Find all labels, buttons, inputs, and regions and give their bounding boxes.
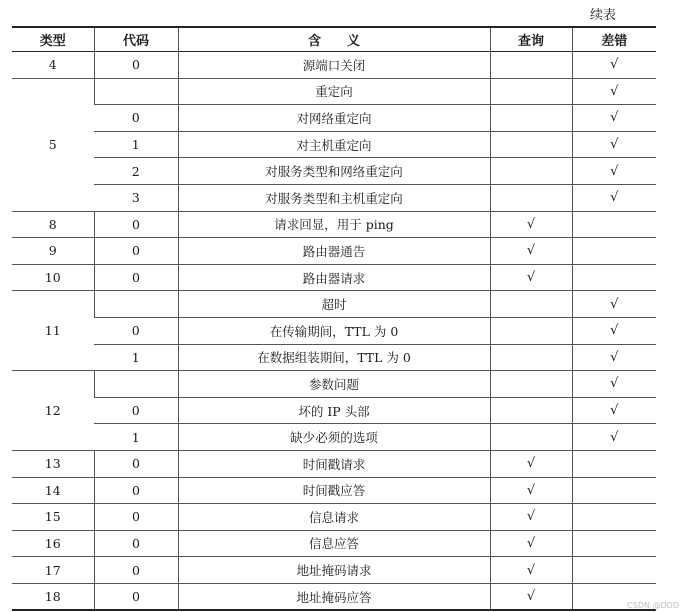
error-check-cell: √ — [572, 184, 656, 211]
code-cell: 0 — [94, 105, 178, 132]
code-cell: 2 — [94, 158, 178, 185]
error-check-cell: √ — [572, 397, 656, 424]
error-check-cell: √ — [572, 371, 656, 398]
code-cell: 0 — [94, 317, 178, 344]
code-cell: 3 — [94, 184, 178, 211]
query-check-cell: √ — [490, 238, 572, 265]
error-check-cell — [572, 264, 656, 291]
type-cell: 13 — [12, 450, 94, 477]
error-check-cell: √ — [572, 291, 656, 318]
code-cell — [94, 371, 178, 398]
type-cell: 12 — [12, 371, 94, 451]
error-check-cell: √ — [572, 344, 656, 371]
error-check-cell — [572, 530, 656, 557]
table-row — [12, 344, 656, 371]
header-error: 差错 — [572, 27, 656, 52]
query-check-cell — [490, 344, 572, 371]
code-cell: 0 — [94, 477, 178, 504]
table-row — [12, 264, 656, 291]
meaning-cell: 重定向 — [178, 78, 490, 105]
header-type: 类型 — [12, 27, 94, 52]
query-check-cell: √ — [490, 477, 572, 504]
header-code: 代码 — [94, 27, 178, 52]
query-check-cell: √ — [490, 530, 572, 557]
icmp-message-table — [12, 26, 656, 611]
watermark: CSDN @DDD — [627, 601, 679, 610]
meaning-cell: 对主机重定向 — [178, 131, 490, 158]
table-row — [12, 131, 656, 158]
table-row — [12, 424, 656, 451]
table-row — [12, 211, 656, 238]
meaning-cell: 坏的 IP 头部 — [178, 397, 490, 424]
query-check-cell — [490, 158, 572, 185]
code-cell: 0 — [94, 504, 178, 531]
meaning-cell: 时间戳应答 — [178, 477, 490, 504]
type-cell: 16 — [12, 530, 94, 557]
header-row — [12, 27, 656, 52]
error-check-cell — [572, 477, 656, 504]
meaning-cell: 超时 — [178, 291, 490, 318]
code-cell: 0 — [94, 52, 178, 79]
code-cell: 0 — [94, 211, 178, 238]
error-check-cell — [572, 504, 656, 531]
type-cell: 17 — [12, 557, 94, 584]
code-cell: 1 — [94, 344, 178, 371]
type-cell: 9 — [12, 238, 94, 265]
meaning-cell: 信息请求 — [178, 504, 490, 531]
table-row — [12, 238, 656, 265]
error-check-cell: √ — [572, 424, 656, 451]
query-check-cell — [490, 291, 572, 318]
table-row — [12, 397, 656, 424]
code-cell: 0 — [94, 397, 178, 424]
meaning-cell: 地址掩码请求 — [178, 557, 490, 584]
table-row — [12, 291, 656, 318]
type-cell: 5 — [12, 78, 94, 211]
type-cell: 14 — [12, 477, 94, 504]
meaning-cell: 时间戳请求 — [178, 450, 490, 477]
code-cell: 0 — [94, 238, 178, 265]
query-check-cell — [490, 397, 572, 424]
type-cell: 11 — [12, 291, 94, 371]
meaning-cell: 对网络重定向 — [178, 105, 490, 132]
code-cell: 0 — [94, 530, 178, 557]
code-cell: 0 — [94, 264, 178, 291]
meaning-cell: 路由器通告 — [178, 238, 490, 265]
type-cell: 10 — [12, 264, 94, 291]
header-query: 查询 — [490, 27, 572, 52]
table-row — [12, 583, 656, 610]
table-row — [12, 317, 656, 344]
query-check-cell: √ — [490, 557, 572, 584]
meaning-cell: 请求回显，用于 ping — [178, 211, 490, 238]
type-cell: 18 — [12, 583, 94, 610]
meaning-cell: 对服务类型和网络重定向 — [178, 158, 490, 185]
error-check-cell: √ — [572, 78, 656, 105]
meaning-cell: 在传输期间，TTL 为 0 — [178, 317, 490, 344]
table-row — [12, 158, 656, 185]
query-check-cell — [490, 317, 572, 344]
table-row — [12, 477, 656, 504]
table-row — [12, 504, 656, 531]
table-row — [12, 557, 656, 584]
error-check-cell — [572, 238, 656, 265]
meaning-cell: 对服务类型和主机重定向 — [178, 184, 490, 211]
error-check-cell: √ — [572, 52, 656, 79]
query-check-cell — [490, 424, 572, 451]
meaning-cell: 源端口关闭 — [178, 52, 490, 79]
table-row — [12, 78, 656, 105]
query-check-cell — [490, 131, 572, 158]
header-meaning: 含 义 — [178, 27, 490, 52]
table-row — [12, 184, 656, 211]
query-check-cell: √ — [490, 211, 572, 238]
code-cell — [94, 291, 178, 318]
error-check-cell — [572, 450, 656, 477]
type-cell: 15 — [12, 504, 94, 531]
table-row — [12, 371, 656, 398]
query-check-cell: √ — [490, 264, 572, 291]
code-cell — [94, 78, 178, 105]
type-cell: 8 — [12, 211, 94, 238]
error-check-cell: √ — [572, 317, 656, 344]
query-check-cell — [490, 52, 572, 79]
query-check-cell — [490, 371, 572, 398]
meaning-cell: 缺少必须的选项 — [178, 424, 490, 451]
table-row — [12, 52, 656, 79]
query-check-cell: √ — [490, 504, 572, 531]
error-check-cell: √ — [572, 131, 656, 158]
meaning-cell: 参数问题 — [178, 371, 490, 398]
query-check-cell: √ — [490, 450, 572, 477]
table-row — [12, 530, 656, 557]
error-check-cell: √ — [572, 158, 656, 185]
error-check-cell — [572, 557, 656, 584]
table-row — [12, 450, 656, 477]
meaning-cell: 路由器请求 — [178, 264, 490, 291]
query-check-cell — [490, 105, 572, 132]
type-cell: 4 — [12, 52, 94, 79]
code-cell: 1 — [94, 424, 178, 451]
query-check-cell: √ — [490, 583, 572, 610]
error-check-cell: √ — [572, 105, 656, 132]
meaning-cell: 信息应答 — [178, 530, 490, 557]
error-check-cell — [572, 211, 656, 238]
query-check-cell — [490, 78, 572, 105]
query-check-cell — [490, 184, 572, 211]
table-continued-caption: 续表 — [590, 8, 617, 23]
table-row — [12, 105, 656, 132]
code-cell: 0 — [94, 557, 178, 584]
code-cell: 0 — [94, 583, 178, 610]
code-cell: 0 — [94, 450, 178, 477]
meaning-cell: 地址掩码应答 — [178, 583, 490, 610]
meaning-cell: 在数据组装期间，TTL 为 0 — [178, 344, 490, 371]
code-cell: 1 — [94, 131, 178, 158]
table-body — [12, 52, 656, 611]
